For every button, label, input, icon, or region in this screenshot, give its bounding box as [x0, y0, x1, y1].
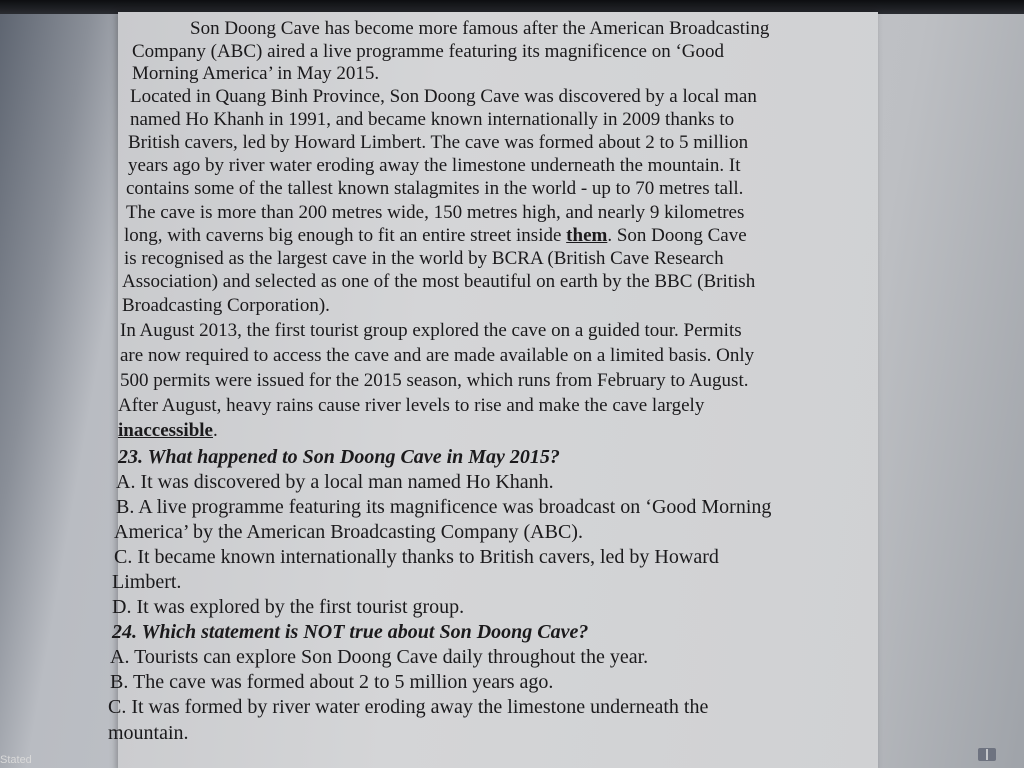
- passage-line-8: contains some of the tallest known stalagmites in the world - up to 70 metres tall.: [126, 178, 744, 199]
- passage-line-10: [124, 225, 747, 247]
- question-24-option-b: B. The cave was formed about 2 to 5 million years ago.: [110, 671, 554, 693]
- question-24-option-c-line-1: C. It was formed by river water eroding away the limestone underneath the: [108, 696, 709, 718]
- passage-highlight-them: them: [566, 225, 608, 246]
- question-24-option-a: A. Tourists can explore Son Doong Cave daily throughout the year.: [110, 646, 649, 668]
- passage-line-1: Son Doong Cave has become more famous after the American Broadcasting: [190, 18, 770, 39]
- passage-line-14: In August 2013, the first tourist group explored the cave on a guided tour. Permits: [120, 320, 742, 341]
- passage-line-5: named Ho Khanh in 1991, and became known internationally in 2009 thanks to: [130, 109, 735, 130]
- passage-line-16: 500 permits were issued for the 2015 season, which runs from February to August.: [120, 370, 749, 391]
- passage-line-18-end: .: [213, 420, 218, 441]
- question-24-option-c-line-2: mountain.: [108, 722, 189, 744]
- passage-line-3: Morning America’ in May 2015.: [132, 63, 380, 84]
- passage-line-13: Broadcasting Corporation).: [122, 295, 330, 316]
- question-23-option-a: A. It was discovered by a local man named Ho Khanh.: [116, 471, 554, 493]
- passage-line-10-text: long, with caverns big enough to fit an entire street inside: [124, 225, 562, 246]
- question-23-option-b-line-1: B. A live programme featuring its magnificence was broadcast on ‘Good Morning: [116, 496, 772, 518]
- passage-line-9: The cave is more than 200 metres wide, 150 metres high, and nearly 9 kilometres: [126, 202, 745, 223]
- passage-line-17: After August, heavy rains cause river levels to rise and make the cave largely: [118, 395, 705, 416]
- question-23-option-c-line-1: C. It became known internationally thanks to British cavers, led by Howard: [114, 546, 719, 568]
- question-23-option-c-line-2: Limbert.: [112, 571, 182, 593]
- passage-line-10-end: . Son Doong Cave: [607, 225, 747, 246]
- passage-line-4: Located in Quang Binh Province, Son Doong Cave was discovered by a local man: [130, 86, 757, 107]
- question-23-option-b-line-2: America’ by the American Broadcasting Company (ABC).: [114, 521, 583, 543]
- passage-line-7: years ago by river water eroding away the limestone underneath the mountain. It: [128, 155, 741, 176]
- passage-line-2: Company (ABC) aired a live programme featuring its magnificence on ‘Good: [132, 41, 724, 62]
- question-24: 24. Which statement is NOT true about Son Doong Cave?: [112, 621, 589, 643]
- passage-highlight-inaccessible: inaccessible: [118, 420, 213, 441]
- passage-line-12: Association) and selected as one of the most beautiful on earth by the BBC (British: [122, 271, 756, 292]
- question-23-option-d: D. It was explored by the first tourist group.: [112, 596, 465, 618]
- book-icon[interactable]: [978, 748, 996, 761]
- status-bar-text: Stated: [0, 754, 32, 766]
- document-page: [108, 12, 878, 768]
- question-23: 23. What happened to Son Doong Cave in May 2015?: [118, 446, 560, 468]
- passage-line-15: are now required to access the cave and are made available on a limited basis. Only: [120, 345, 755, 366]
- passage-line-11: is recognised as the largest cave in the world by BCRA (British Cave Research: [124, 248, 724, 269]
- passage-line-18: [118, 420, 218, 442]
- passage-line-6: British cavers, led by Howard Limbert. The cave was formed about 2 to 5 million: [128, 132, 749, 153]
